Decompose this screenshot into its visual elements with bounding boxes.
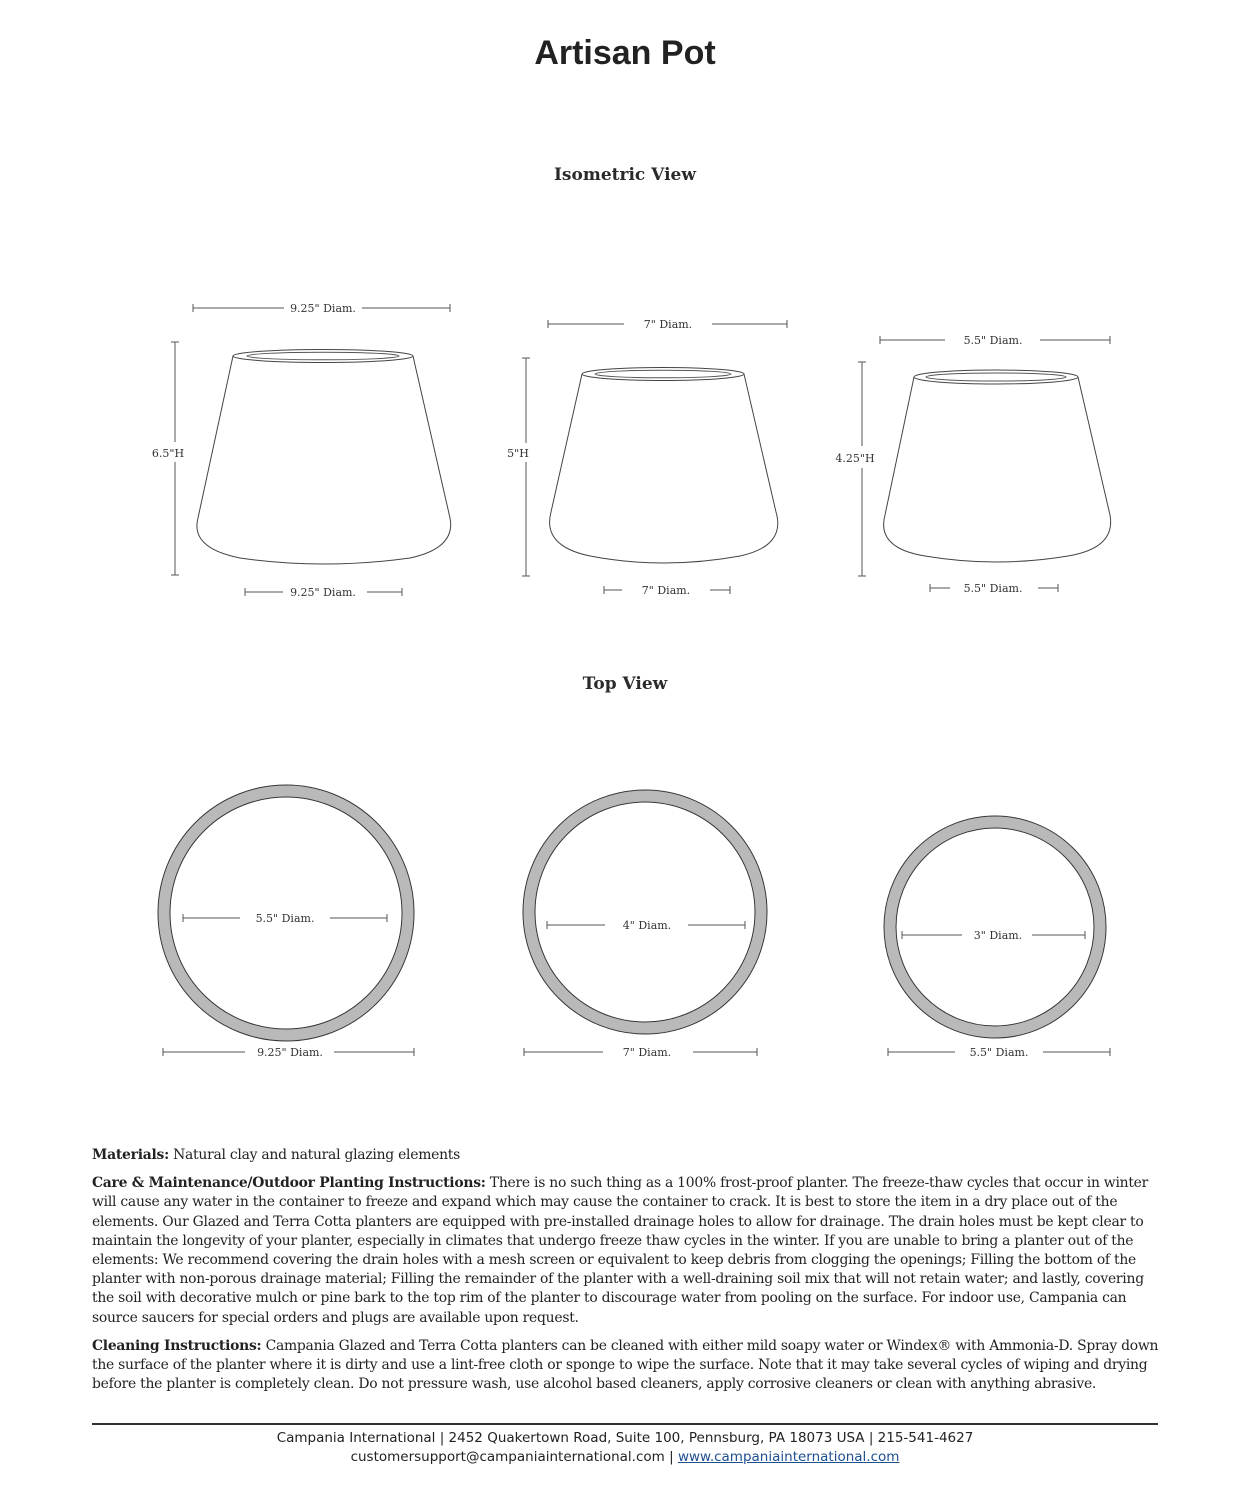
iso-large-top-diam: 9.25" Diam. bbox=[290, 302, 356, 315]
iso-small-top-diam: 5.5" Diam. bbox=[963, 334, 1023, 347]
top-medium-outer-diam: 7" Diam. bbox=[622, 1046, 672, 1059]
iso-large-height: 6.5"H bbox=[151, 447, 185, 460]
iso-medium-height: 5"H bbox=[507, 447, 529, 460]
top-medium-inner-diam: 4" Diam. bbox=[622, 919, 672, 932]
isometric-view-heading: Isometric View bbox=[553, 165, 696, 185]
care-paragraph bbox=[92, 1174, 1160, 1328]
top-large-ring bbox=[158, 785, 414, 1059]
materials-paragraph bbox=[92, 1146, 1160, 1165]
website-link[interactable]: www.campaniainternational.com bbox=[677, 1449, 900, 1465]
iso-small-bottom-diam: 5.5" Diam. bbox=[963, 582, 1023, 595]
top-small-inner-diam: 3" Diam. bbox=[973, 929, 1023, 942]
cleaning-text: Campania Glazed and Terra Cotta planters can be cleaned with either mild soapy water or Windex® with Ammonia-D. Spray down the surface of the planter where it is dirty and use a lint-free cloth or sponge to wipe the surface. Note that it may take several cycles of wiping and drying before the planter is completely clean. Do not pressure wash, use alcohol based cleaners, apply corrosive cleaners or clean with anything abrasive. bbox=[92, 1337, 1159, 1393]
page-title: Artisan Pot bbox=[534, 34, 716, 72]
product-info bbox=[92, 1146, 1160, 1403]
care-text: There is no such thing as a 100% frost-proof planter. The freeze-thaw cycles that occur in winter will cause any water in the container to freeze and expand which may cause the container to crack. It is best to store the item in a dry place out of the elements. Our Glazed and Terra Cotta planters are equipped with pre-installed drainage holes to allow for drainage. The drain holes must be kept clear to maintain the longevity of your planter, especially in climates that undergo freeze thaw cycles in the winter. If you are unable to bring a planter out of the elements: We recommend covering the drain holes with a mesh screen or equivalent to keep debris from clogging the openings; Filling the bottom of the planter with non-porous drainage material; Filling the remainder of the planter with a well-draining soil mix that will not retain water; and lastly, covering the soil with decorative mulch or pine bark to the top rim of the planter to discourage water from pooling on the surface. For indoor use, Campania can source saucers for special orders and plugs are available upon request. bbox=[92, 1175, 1149, 1326]
iso-medium-bottom-diam: 7" Diam. bbox=[641, 584, 691, 597]
footer-email: customersupport@campaniainternational.com bbox=[350, 1449, 665, 1465]
footer-address: Campania International | 2452 Quakertown Road, Suite 100, Pennsburg, PA 18073 USA | 215-541-4627 bbox=[276, 1430, 974, 1446]
iso-large-bottom-diam: 9.25" Diam. bbox=[290, 586, 356, 599]
materials-text: Natural clay and natural glazing elements bbox=[168, 1147, 461, 1163]
footer-separator: | bbox=[664, 1449, 678, 1465]
footer-divider bbox=[92, 1423, 1158, 1425]
footer-contact bbox=[0, 1448, 1250, 1467]
top-small-ring bbox=[884, 816, 1110, 1059]
iso-medium-top-diam: 7" Diam. bbox=[643, 318, 693, 331]
materials-label: Materials: bbox=[92, 1147, 169, 1163]
cleaning-label: Cleaning Instructions: bbox=[92, 1337, 262, 1354]
top-medium-ring bbox=[523, 790, 767, 1059]
cleaning-paragraph bbox=[92, 1337, 1160, 1395]
footer bbox=[0, 1429, 1250, 1467]
iso-large-pot bbox=[152, 302, 451, 599]
iso-small-height: 4.25"H bbox=[835, 452, 875, 465]
top-large-outer-diam: 9.25" Diam. bbox=[257, 1046, 323, 1059]
iso-medium-pot bbox=[507, 318, 787, 597]
care-label: Care & Maintenance/Outdoor Planting Instructions: bbox=[92, 1175, 486, 1192]
top-small-outer-diam: 5.5" Diam. bbox=[969, 1046, 1029, 1059]
top-view-heading: Top View bbox=[582, 674, 668, 694]
iso-small-pot bbox=[835, 334, 1110, 595]
top-large-inner-diam: 5.5" Diam. bbox=[255, 912, 315, 925]
